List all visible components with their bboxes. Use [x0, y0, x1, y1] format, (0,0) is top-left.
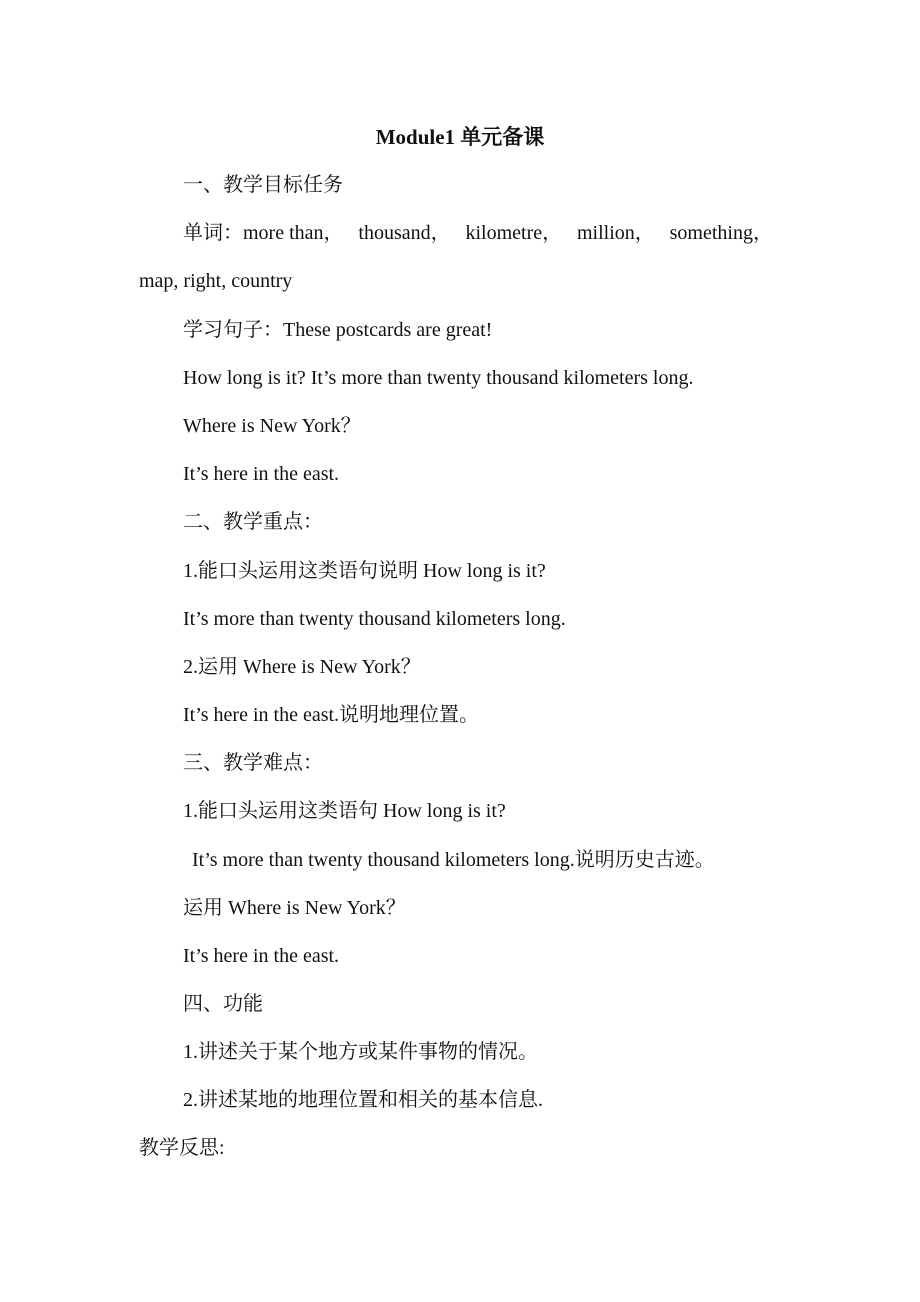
- study-sentence: Where is New York？: [183, 415, 361, 437]
- vocabulary-word: something，: [669, 222, 773, 244]
- vocabulary-label: 单词：more than，: [183, 222, 344, 244]
- function-item: 1.讲述关于某个地方或某件事物的情况。: [183, 1041, 538, 1063]
- key-point-item: 1.能口头运用这类语句说明 How long is it?: [183, 560, 546, 582]
- section-1-heading: 一、教学目标任务: [183, 174, 343, 196]
- difficulty-item: 运用 Where is New York？: [183, 897, 406, 919]
- study-sentences-label: 学习句子：These postcards are great!: [183, 319, 493, 341]
- section-3-heading: 三、教学难点：: [183, 752, 323, 774]
- section-2-heading: 二、教学重点：: [183, 511, 323, 533]
- function-item: 2.讲述某地的地理位置和相关的基本信息.: [183, 1089, 543, 1111]
- study-sentence: It’s here in the east.: [183, 463, 340, 485]
- key-point-item: 2.运用 Where is New York？: [183, 656, 421, 678]
- vocabulary-line: [183, 221, 773, 245]
- difficulty-item-continuation: It’s here in the east.: [183, 945, 340, 967]
- difficulty-item-continuation: It’s more than twenty thousand kilometers long.说明历史古迹。: [192, 849, 715, 871]
- vocabulary-word: thousand，: [358, 222, 451, 244]
- key-point-item-continuation: It’s more than twenty thousand kilometers long.: [183, 608, 566, 630]
- teaching-reflection-label: 教学反思:: [139, 1137, 225, 1159]
- key-point-item-continuation: It’s here in the east.说明地理位置。: [183, 704, 480, 726]
- vocabulary-word: kilometre，: [465, 222, 563, 244]
- vocabulary-word: million，: [576, 222, 655, 244]
- document-title: Module1 单元备课: [375, 125, 545, 149]
- section-4-heading: 四、功能: [183, 993, 263, 1015]
- difficulty-item: 1.能口头运用这类语句 How long is it?: [183, 800, 506, 822]
- study-sentence: How long is it? It’s more than twenty thousand kilometers long.: [183, 367, 694, 389]
- vocabulary-continuation: map, right, country: [139, 270, 293, 292]
